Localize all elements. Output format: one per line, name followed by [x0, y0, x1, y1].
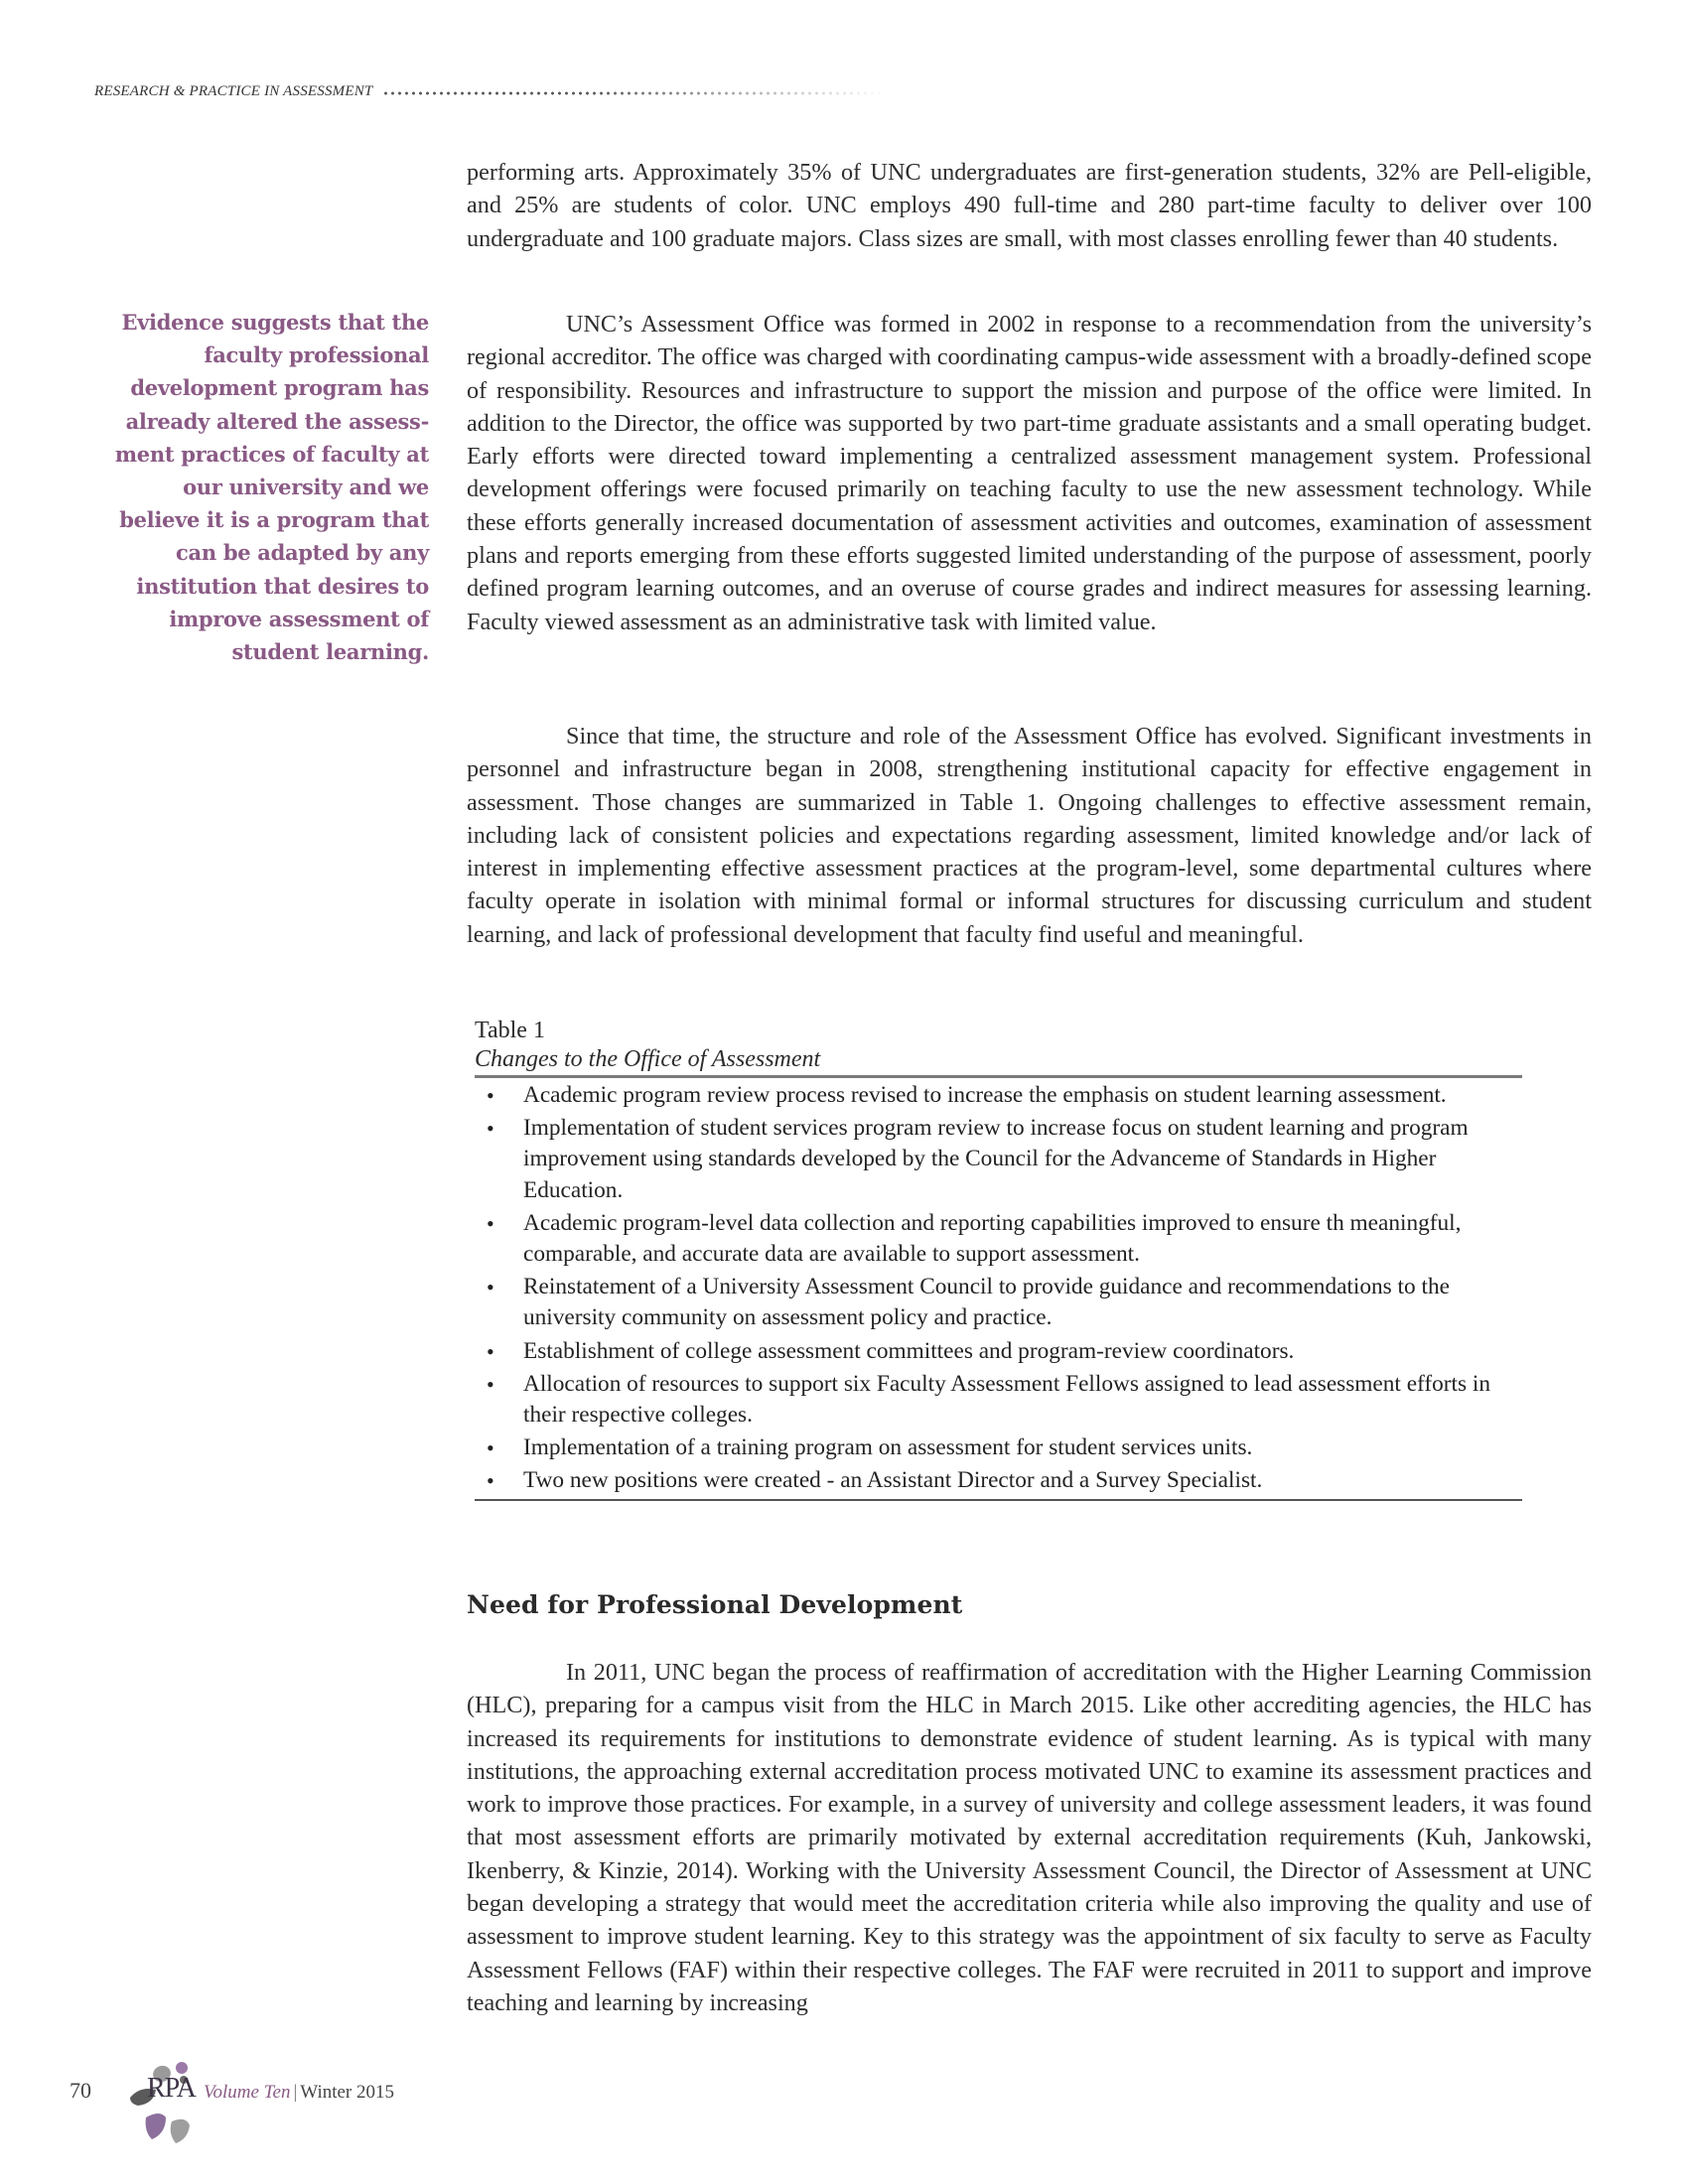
bullet-icon: •	[487, 1210, 494, 1236]
table-list-item: • Reinstatement of a University Assessment Council to provide guidance and recommendations to the university community on assessment policy and practice.	[487, 1274, 1450, 1331]
issue-info	[204, 2082, 394, 2104]
section-heading: Need for Professional Development	[467, 1590, 963, 1619]
dotted-rule	[382, 91, 889, 95]
bullet-icon: •	[487, 1275, 494, 1300]
table-list-item: • Academic program review process revised to increase the emphasis on student learning assessment.	[475, 1080, 1522, 1111]
body-paragraph: Since that time, the structure and role of the Assessment Office has evolved. Significant investments in personnel and infrastructure began in 2008, strengthening institutional capacity for effective engagement in assessment. Those changes are summarized in Table 1. Ongoing challenges to effective assessment remain, including lack of consistent policies and expectations regarding assessment, limited knowledge and/or lack of interest in implementing effective assessment practices at the program-level, some departmental cultures where faculty operate in isolation with minimal formal or informal structures for discussing curriculum and student learning, and lack of professional development that faculty find useful and meaningful.	[467, 723, 1592, 948]
table-list-item: • Two new positions were created - an Assistant Director and a Survey Specialist.	[475, 1465, 1522, 1496]
table-top-rule	[475, 1075, 1522, 1078]
table-list-item: • Implementation of student services program review to increase focus on student learning and program improvement using standards developed by the Council for the Advanceme of Standards in Higher Education.	[487, 1115, 1469, 1203]
bullet-icon: •	[487, 1083, 494, 1108]
table-list-item: • Allocation of resources to support six Faculty Assessment Fellows assigned to lead assessment efforts in their respective colleges.	[487, 1370, 1491, 1429]
bullet-icon: •	[487, 1435, 494, 1461]
page-number: 70	[70, 2078, 91, 2103]
body-paragraph: UNC’s Assessment Office was formed in 2002 in response to a recommendation from the university’s regional accreditor. The office was charged with coordinating campus-wide assessment with a broadly-defined scope of responsibility. Resources and infrastructure to support the mission and purpose of the office were limited. In addition to the Director, the office was supported by two part-time graduate assistants and a small operating budget. Early efforts were directed toward implementing a centralized assessment management system. Professional development offerings were focused primarily on teaching faculty to use the new assessment technology. While these efforts generally increased documentation of assessment activities and outcomes, examination of assessment plans and reports emerging from these efforts suggested limited understanding of the purpose of assessment, poorly defined program learning outcomes, and an overuse of course grades and indirect measures for assessing learning. Faculty viewed assessment as an administrative task with limited value.	[467, 311, 1592, 635]
bullet-icon: •	[487, 1338, 494, 1364]
table-bottom-rule	[475, 1499, 1522, 1501]
page-footer	[55, 2060, 551, 2149]
body-paragraph: performing arts. Approximately 35% of UNC undergraduates are first-generation students, 32% are Pell-eligible, and 25% are students of color. UNC employs 490 full-time and 280 part-time faculty to deliver over 100 undergraduate and 100 graduate majors. Class sizes are small, with most classes enrolling fewer than 40 students.	[467, 159, 1592, 252]
body-paragraph: In 2011, UNC began the process of reaffirmation of accreditation with the Higher Learning Commission (HLC), preparing for a campus visit from the HLC in March 2015. Like other accrediting agencies, the HLC has increased its requirements for institutions to demonstrate evidence of student learning. As is typical with many institutions, the approaching external accreditation process motivated UNC to examine its assessment practices and work to improve those practices. For example, in a survey of university and college assessment leaders, it was found that most assessment efforts are primarily motivated by external accreditation requirements (Kuh, Jankowski, Ikenberry, & Kinzie, 2014). Working with the University Assessment Council, the Director of Assessment at UNC began developing a strategy that would meet the accreditation criteria while also improving the quality and use of assessment to improve student learning. Key to this strategy was the appointment of six faculty to serve as Faculty Assessment Fellows (FAF) within their respective colleges. The FAF were recruited in 2011 to support and improve teaching and learning by increasing	[467, 1659, 1592, 2016]
bullet-icon: •	[487, 1371, 494, 1397]
volume-label: Volume Ten	[204, 2082, 291, 2103]
table-1	[475, 1016, 1522, 1501]
table-caption: Changes to the Office of Assessment	[475, 1046, 821, 1072]
journal-title: RESEARCH & PRACTICE IN ASSESSMENT	[94, 82, 373, 99]
rpa-logo-text: RPA	[147, 2073, 196, 2104]
separator: |	[293, 2082, 298, 2103]
table-list-item: • Academic program-level data collection and reporting capabilities improved to ensure th meaningful, comparable, and accurate data are available to support assessment.	[487, 1209, 1462, 1268]
bullet-icon: •	[487, 1468, 494, 1494]
table-list-item: • Establishment of college assessment committees and program-review coordinators.	[475, 1336, 1522, 1367]
table-number: Table 1	[475, 1018, 545, 1043]
pull-quote: Evidence suggests that the faculty professional development program has already altered the assess-ment practices of faculty at our university and we believe it is a program that can be adapted by any institution that desires to improve assessment of student learning.	[114, 310, 429, 665]
running-header	[94, 79, 889, 103]
table-list-item: • Implementation of a training program on assessment for student services units.	[475, 1433, 1522, 1463]
issue-label: Winter 2015	[300, 2082, 395, 2103]
table-bullet-list	[475, 1080, 1522, 1497]
bullet-icon: •	[487, 1116, 494, 1142]
